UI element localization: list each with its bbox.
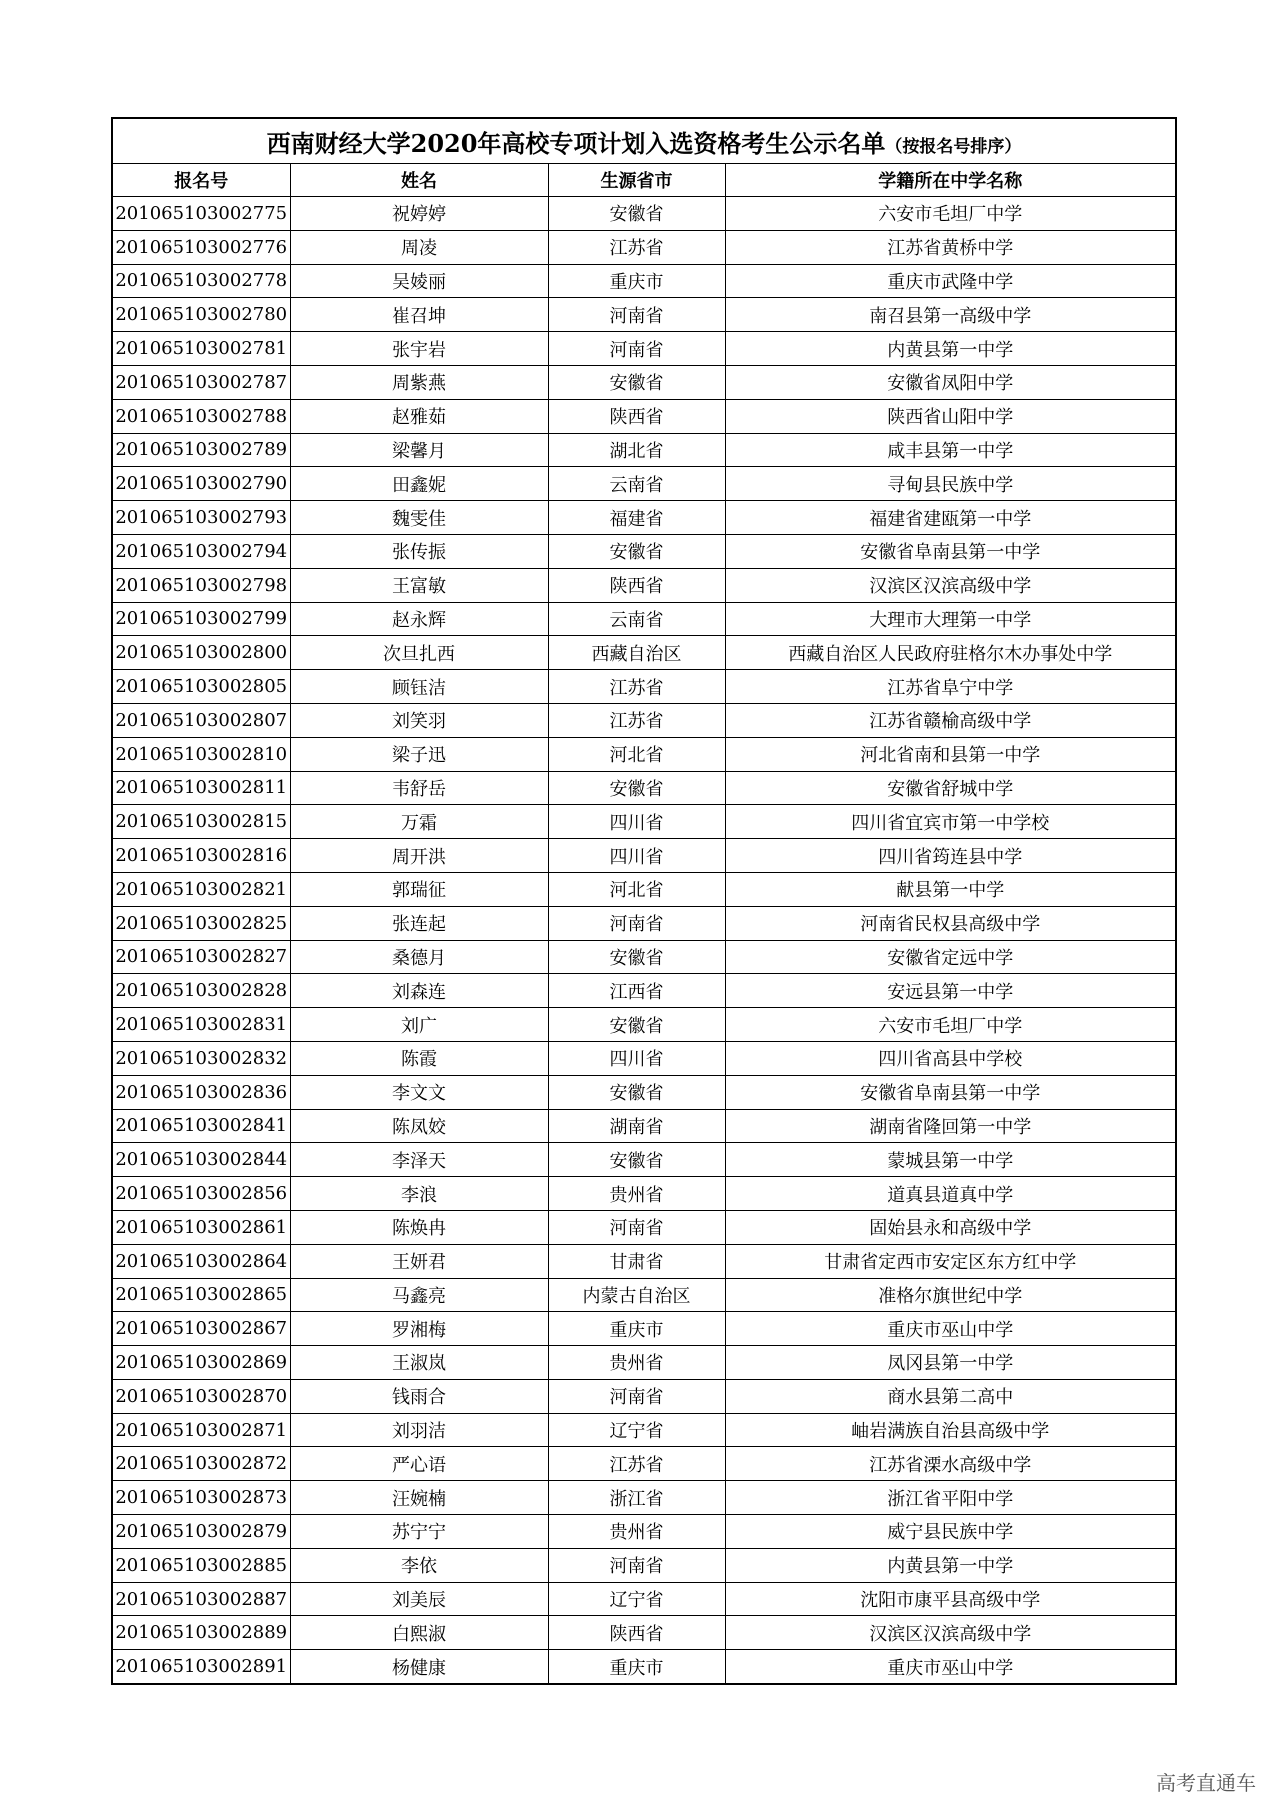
table-row bbox=[112, 737, 1176, 771]
table-row bbox=[112, 467, 1176, 501]
cell-province: 甘肃省 bbox=[548, 1244, 725, 1278]
table-row bbox=[112, 1447, 1176, 1481]
cell-registration-number: 201065103002790 bbox=[112, 467, 290, 501]
cell-registration-number: 201065103002867 bbox=[112, 1312, 290, 1346]
cell-name: 李浪 bbox=[290, 1177, 548, 1211]
table-row bbox=[112, 1143, 1176, 1177]
cell-school: 六安市毛坦厂中学 bbox=[725, 1008, 1176, 1042]
cell-school: 西藏自治区人民政府驻格尔木办事处中学 bbox=[725, 636, 1176, 670]
cell-province: 安徽省 bbox=[548, 365, 725, 399]
table-title-row bbox=[112, 118, 1176, 164]
table-row bbox=[112, 1210, 1176, 1244]
cell-school: 四川省筠连县中学 bbox=[725, 839, 1176, 873]
cell-province: 西藏自治区 bbox=[548, 636, 725, 670]
table-row bbox=[112, 197, 1176, 231]
cell-school: 安徽省阜南县第一中学 bbox=[725, 1075, 1176, 1109]
title-note: （按报名号排序） bbox=[885, 136, 1022, 157]
cell-province: 安徽省 bbox=[548, 1075, 725, 1109]
cell-province: 河南省 bbox=[548, 906, 725, 940]
cell-school: 重庆市巫山中学 bbox=[725, 1650, 1176, 1684]
cell-registration-number: 201065103002805 bbox=[112, 670, 290, 704]
cell-name: 王富敏 bbox=[290, 568, 548, 602]
table-row bbox=[112, 1582, 1176, 1616]
table-row bbox=[112, 602, 1176, 636]
cell-province: 陕西省 bbox=[548, 399, 725, 433]
table-row bbox=[112, 636, 1176, 670]
cell-province: 河南省 bbox=[548, 1548, 725, 1582]
table-row bbox=[112, 1616, 1176, 1650]
cell-name: 崔召坤 bbox=[290, 298, 548, 332]
table-row bbox=[112, 703, 1176, 737]
table-row bbox=[112, 1548, 1176, 1582]
cell-province: 陕西省 bbox=[548, 568, 725, 602]
cell-registration-number: 201065103002856 bbox=[112, 1177, 290, 1211]
cell-province: 安徽省 bbox=[548, 771, 725, 805]
cell-name: 刘森连 bbox=[290, 974, 548, 1008]
cell-name: 周紫燕 bbox=[290, 365, 548, 399]
cell-name: 梁馨月 bbox=[290, 433, 548, 467]
table-row bbox=[112, 1109, 1176, 1143]
cell-registration-number: 201065103002836 bbox=[112, 1075, 290, 1109]
column-header-province: 生源省市 bbox=[548, 164, 725, 197]
cell-school: 安徽省阜南县第一中学 bbox=[725, 534, 1176, 568]
cell-registration-number: 201065103002780 bbox=[112, 298, 290, 332]
cell-province: 江西省 bbox=[548, 974, 725, 1008]
cell-registration-number: 201065103002832 bbox=[112, 1041, 290, 1075]
cell-school: 准格尔旗世纪中学 bbox=[725, 1278, 1176, 1312]
cell-registration-number: 201065103002793 bbox=[112, 501, 290, 535]
cell-registration-number: 201065103002800 bbox=[112, 636, 290, 670]
cell-registration-number: 201065103002775 bbox=[112, 197, 290, 231]
cell-name: 次旦扎西 bbox=[290, 636, 548, 670]
cell-province: 陕西省 bbox=[548, 1616, 725, 1650]
table-row bbox=[112, 906, 1176, 940]
table-row bbox=[112, 365, 1176, 399]
cell-name: 陈凤姣 bbox=[290, 1109, 548, 1143]
table-row bbox=[112, 433, 1176, 467]
cell-registration-number: 201065103002807 bbox=[112, 703, 290, 737]
cell-name: 张连起 bbox=[290, 906, 548, 940]
table-row bbox=[112, 1650, 1176, 1684]
table-row bbox=[112, 1177, 1176, 1211]
cell-school: 江苏省阜宁中学 bbox=[725, 670, 1176, 704]
cell-school: 献县第一中学 bbox=[725, 872, 1176, 906]
cell-registration-number: 201065103002841 bbox=[112, 1109, 290, 1143]
document-title: 西南财经大学2020年高校专项计划入选资格考生公示名单 bbox=[266, 128, 886, 158]
cell-registration-number: 201065103002869 bbox=[112, 1346, 290, 1380]
cell-province: 辽宁省 bbox=[548, 1582, 725, 1616]
cell-name: 李文文 bbox=[290, 1075, 548, 1109]
cell-province: 贵州省 bbox=[548, 1346, 725, 1380]
cell-school: 甘肃省定西市安定区东方红中学 bbox=[725, 1244, 1176, 1278]
cell-registration-number: 201065103002825 bbox=[112, 906, 290, 940]
cell-school: 江苏省黄桥中学 bbox=[725, 230, 1176, 264]
table-row bbox=[112, 1244, 1176, 1278]
cell-school: 道真县道真中学 bbox=[725, 1177, 1176, 1211]
cell-school: 四川省高县中学校 bbox=[725, 1041, 1176, 1075]
cell-registration-number: 201065103002815 bbox=[112, 805, 290, 839]
cell-school: 寻甸县民族中学 bbox=[725, 467, 1176, 501]
cell-name: 严心语 bbox=[290, 1447, 548, 1481]
cell-province: 四川省 bbox=[548, 1041, 725, 1075]
table-row bbox=[112, 264, 1176, 298]
table-row bbox=[112, 1008, 1176, 1042]
cell-province: 云南省 bbox=[548, 467, 725, 501]
cell-school: 南召县第一高级中学 bbox=[725, 298, 1176, 332]
table-row bbox=[112, 568, 1176, 602]
cell-school: 江苏省溧水高级中学 bbox=[725, 1447, 1176, 1481]
column-header-registration-number: 报名号 bbox=[112, 164, 290, 197]
table-row bbox=[112, 1379, 1176, 1413]
cell-province: 重庆市 bbox=[548, 1312, 725, 1346]
cell-school: 重庆市武隆中学 bbox=[725, 264, 1176, 298]
cell-name: 王妍君 bbox=[290, 1244, 548, 1278]
cell-school: 威宁县民族中学 bbox=[725, 1515, 1176, 1549]
cell-province: 江苏省 bbox=[548, 1447, 725, 1481]
cell-registration-number: 201065103002889 bbox=[112, 1616, 290, 1650]
cell-name: 刘美辰 bbox=[290, 1582, 548, 1616]
cell-school: 安徽省凤阳中学 bbox=[725, 365, 1176, 399]
cell-registration-number: 201065103002887 bbox=[112, 1582, 290, 1616]
cell-registration-number: 201065103002811 bbox=[112, 771, 290, 805]
cell-registration-number: 201065103002891 bbox=[112, 1650, 290, 1684]
cell-name: 桑德月 bbox=[290, 940, 548, 974]
cell-name: 吴婈丽 bbox=[290, 264, 548, 298]
cell-registration-number: 201065103002788 bbox=[112, 399, 290, 433]
cell-name: 杨健康 bbox=[290, 1650, 548, 1684]
cell-registration-number: 201065103002821 bbox=[112, 872, 290, 906]
cell-province: 福建省 bbox=[548, 501, 725, 535]
cell-province: 安徽省 bbox=[548, 197, 725, 231]
cell-name: 刘笑羽 bbox=[290, 703, 548, 737]
cell-registration-number: 201065103002827 bbox=[112, 940, 290, 974]
cell-registration-number: 201065103002831 bbox=[112, 1008, 290, 1042]
cell-school: 四川省宜宾市第一中学校 bbox=[725, 805, 1176, 839]
cell-province: 河北省 bbox=[548, 872, 725, 906]
table-row bbox=[112, 974, 1176, 1008]
table-row bbox=[112, 230, 1176, 264]
cell-registration-number: 201065103002844 bbox=[112, 1143, 290, 1177]
cell-registration-number: 201065103002798 bbox=[112, 568, 290, 602]
cell-school: 汉滨区汉滨高级中学 bbox=[725, 1616, 1176, 1650]
cell-registration-number: 201065103002776 bbox=[112, 230, 290, 264]
cell-province: 江苏省 bbox=[548, 230, 725, 264]
cell-province: 江苏省 bbox=[548, 670, 725, 704]
cell-school: 六安市毛坦厂中学 bbox=[725, 197, 1176, 231]
cell-registration-number: 201065103002778 bbox=[112, 264, 290, 298]
cell-school: 岫岩满族自治县高级中学 bbox=[725, 1413, 1176, 1447]
cell-registration-number: 201065103002879 bbox=[112, 1515, 290, 1549]
cell-school: 浙江省平阳中学 bbox=[725, 1481, 1176, 1515]
table-row bbox=[112, 501, 1176, 535]
table-row bbox=[112, 771, 1176, 805]
watermark: 高考直通车 bbox=[1156, 1771, 1256, 1795]
column-header-row bbox=[112, 164, 1176, 197]
cell-name: 刘羽洁 bbox=[290, 1413, 548, 1447]
cell-province: 湖南省 bbox=[548, 1109, 725, 1143]
cell-province: 河南省 bbox=[548, 1210, 725, 1244]
cell-school: 商水县第二高中 bbox=[725, 1379, 1176, 1413]
cell-registration-number: 201065103002799 bbox=[112, 602, 290, 636]
cell-name: 苏宁宁 bbox=[290, 1515, 548, 1549]
cell-province: 重庆市 bbox=[548, 1650, 725, 1684]
cell-province: 河南省 bbox=[548, 1379, 725, 1413]
table-row bbox=[112, 940, 1176, 974]
cell-registration-number: 201065103002871 bbox=[112, 1413, 290, 1447]
table-row bbox=[112, 1041, 1176, 1075]
cell-registration-number: 201065103002885 bbox=[112, 1548, 290, 1582]
cell-name: 刘广 bbox=[290, 1008, 548, 1042]
cell-name: 田鑫妮 bbox=[290, 467, 548, 501]
cell-province: 河北省 bbox=[548, 737, 725, 771]
cell-province: 湖北省 bbox=[548, 433, 725, 467]
cell-name: 梁子迅 bbox=[290, 737, 548, 771]
cell-name: 赵永辉 bbox=[290, 602, 548, 636]
cell-name: 陈焕冉 bbox=[290, 1210, 548, 1244]
table-row bbox=[112, 534, 1176, 568]
cell-province: 贵州省 bbox=[548, 1177, 725, 1211]
roster-table bbox=[111, 117, 1177, 1685]
cell-name: 汪婉楠 bbox=[290, 1481, 548, 1515]
cell-school: 安徽省舒城中学 bbox=[725, 771, 1176, 805]
cell-school: 湖南省隆回第一中学 bbox=[725, 1109, 1176, 1143]
table-row bbox=[112, 670, 1176, 704]
cell-registration-number: 201065103002781 bbox=[112, 332, 290, 366]
table-row bbox=[112, 399, 1176, 433]
cell-registration-number: 201065103002787 bbox=[112, 365, 290, 399]
cell-registration-number: 201065103002794 bbox=[112, 534, 290, 568]
cell-school: 福建省建瓯第一中学 bbox=[725, 501, 1176, 535]
cell-school: 重庆市巫山中学 bbox=[725, 1312, 1176, 1346]
cell-name: 王淑岚 bbox=[290, 1346, 548, 1380]
cell-name: 魏雯佳 bbox=[290, 501, 548, 535]
cell-province: 四川省 bbox=[548, 839, 725, 873]
cell-school: 江苏省赣榆高级中学 bbox=[725, 703, 1176, 737]
cell-school: 汉滨区汉滨高级中学 bbox=[725, 568, 1176, 602]
cell-registration-number: 201065103002828 bbox=[112, 974, 290, 1008]
cell-province: 贵州省 bbox=[548, 1515, 725, 1549]
cell-province: 安徽省 bbox=[548, 534, 725, 568]
cell-registration-number: 201065103002872 bbox=[112, 1447, 290, 1481]
cell-province: 安徽省 bbox=[548, 1008, 725, 1042]
cell-province: 辽宁省 bbox=[548, 1413, 725, 1447]
cell-registration-number: 201065103002861 bbox=[112, 1210, 290, 1244]
cell-name: 赵雅茹 bbox=[290, 399, 548, 433]
cell-name: 马鑫亮 bbox=[290, 1278, 548, 1312]
cell-name: 周凌 bbox=[290, 230, 548, 264]
table-row bbox=[112, 805, 1176, 839]
cell-registration-number: 201065103002864 bbox=[112, 1244, 290, 1278]
cell-school: 安远县第一中学 bbox=[725, 974, 1176, 1008]
cell-name: 罗湘梅 bbox=[290, 1312, 548, 1346]
table-row bbox=[112, 1075, 1176, 1109]
table-row bbox=[112, 1312, 1176, 1346]
cell-school: 河南省民权县高级中学 bbox=[725, 906, 1176, 940]
cell-school: 沈阳市康平县高级中学 bbox=[725, 1582, 1176, 1616]
cell-school: 河北省南和县第一中学 bbox=[725, 737, 1176, 771]
cell-school: 陕西省山阳中学 bbox=[725, 399, 1176, 433]
cell-registration-number: 201065103002865 bbox=[112, 1278, 290, 1312]
cell-registration-number: 201065103002870 bbox=[112, 1379, 290, 1413]
table-row bbox=[112, 1413, 1176, 1447]
cell-name: 陈霞 bbox=[290, 1041, 548, 1075]
cell-school: 大理市大理第一中学 bbox=[725, 602, 1176, 636]
cell-school: 内黄县第一中学 bbox=[725, 1548, 1176, 1582]
cell-school: 安徽省定远中学 bbox=[725, 940, 1176, 974]
column-header-school: 学籍所在中学名称 bbox=[725, 164, 1176, 197]
cell-province: 安徽省 bbox=[548, 1143, 725, 1177]
cell-name: 周开洪 bbox=[290, 839, 548, 873]
table-row bbox=[112, 298, 1176, 332]
cell-name: 万霜 bbox=[290, 805, 548, 839]
cell-name: 李依 bbox=[290, 1548, 548, 1582]
cell-province: 重庆市 bbox=[548, 264, 725, 298]
cell-name: 祝婷婷 bbox=[290, 197, 548, 231]
cell-province: 安徽省 bbox=[548, 940, 725, 974]
cell-province: 四川省 bbox=[548, 805, 725, 839]
cell-registration-number: 201065103002810 bbox=[112, 737, 290, 771]
table-row bbox=[112, 872, 1176, 906]
cell-registration-number: 201065103002873 bbox=[112, 1481, 290, 1515]
cell-province: 内蒙古自治区 bbox=[548, 1278, 725, 1312]
cell-school: 咸丰县第一中学 bbox=[725, 433, 1176, 467]
cell-registration-number: 201065103002816 bbox=[112, 839, 290, 873]
cell-registration-number: 201065103002789 bbox=[112, 433, 290, 467]
table-title-cell bbox=[112, 118, 1176, 164]
cell-name: 白熙淑 bbox=[290, 1616, 548, 1650]
cell-name: 张传振 bbox=[290, 534, 548, 568]
cell-name: 顾钰洁 bbox=[290, 670, 548, 704]
table-row bbox=[112, 839, 1176, 873]
cell-school: 内黄县第一中学 bbox=[725, 332, 1176, 366]
table-row bbox=[112, 1481, 1176, 1515]
cell-name: 李泽天 bbox=[290, 1143, 548, 1177]
cell-school: 凤冈县第一中学 bbox=[725, 1346, 1176, 1380]
cell-province: 云南省 bbox=[548, 602, 725, 636]
column-header-name: 姓名 bbox=[290, 164, 548, 197]
cell-province: 浙江省 bbox=[548, 1481, 725, 1515]
table-row bbox=[112, 1515, 1176, 1549]
cell-name: 韦舒岳 bbox=[290, 771, 548, 805]
cell-province: 河南省 bbox=[548, 298, 725, 332]
table-row bbox=[112, 1346, 1176, 1380]
cell-province: 河南省 bbox=[548, 332, 725, 366]
cell-name: 钱雨合 bbox=[290, 1379, 548, 1413]
table-row bbox=[112, 1278, 1176, 1312]
table-row bbox=[112, 332, 1176, 366]
cell-province: 江苏省 bbox=[548, 703, 725, 737]
cell-name: 张宇岩 bbox=[290, 332, 548, 366]
cell-name: 郭瑞征 bbox=[290, 872, 548, 906]
cell-school: 固始县永和高级中学 bbox=[725, 1210, 1176, 1244]
cell-school: 蒙城县第一中学 bbox=[725, 1143, 1176, 1177]
